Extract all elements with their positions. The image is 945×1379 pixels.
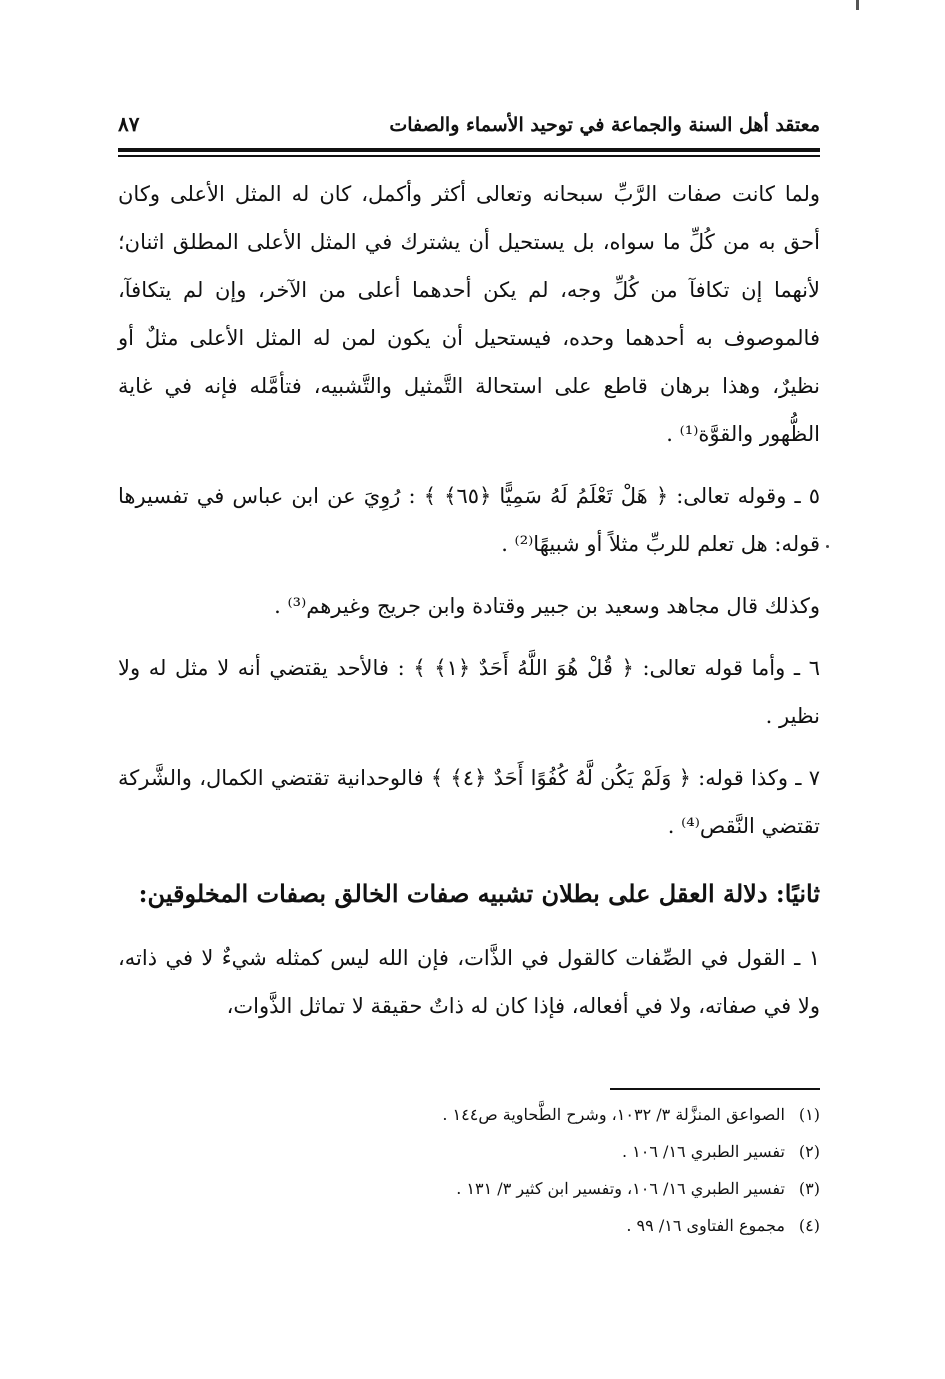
main-text: [118, 170, 820, 1030]
paragraph-3: وكذلك قال مجاهد وسعيد بن جبير وقتادة وابن جريج وغيرهم⁽³⁾ .: [274, 594, 820, 618]
paragraph-5-lead: ٧ ـ وكذا قوله:: [690, 766, 820, 790]
page-header: [118, 112, 820, 142]
paragraph-4: [118, 644, 820, 740]
paragraph-2-rest: : رُوِيَ عن ابن عباس في تفسيرها قوله: هل تعلم للربِّ مثلاً أو شبيهًا⁽²⁾ .: [118, 484, 820, 556]
footnote-text: الصواعق المنزَّلة ٣/ ١٠٣٢، وشرح الطَّحاوية ص١٤٤ .: [442, 1105, 785, 1124]
paragraph-1: ولما كانت صفات الرَّبِّ سبحانه وتعالى أكثر وأكمل، كان له المثل الأعلى وكان أحق به من كُلِّ ما سواه، بل يستحيل أن يشترك في المثل الأعلى المطلق اثنان؛ لأنهما إن تكافآ من كُلِّ وجه، لم يكن أحدهما أعلى من الآخر، وإن لم يتكافآ، فالموصوف به أحدهما وحده، فيستحيل أن يكون لمن له المثل الأعلى مثلٌ أو نظيرٌ، وهذا برهان قاطع على استحالة التَّمثيل والتَّشبيه، فتأمَّله فإنه في غاية الظُّهور والقوَّة⁽¹⁾ .: [118, 182, 820, 446]
paragraph-4-rest: : فالأحد يقتضي أنه لا مثل له ولا نظير .: [118, 656, 820, 728]
footnote-number: (١): [798, 1105, 820, 1124]
scan-corner-mark: [856, 0, 859, 10]
footnote-number: (٣): [798, 1179, 820, 1198]
footnote-text: مجموع الفتاوى ١٦/ ٩٩ .: [626, 1216, 785, 1235]
footnote-text: تفسير الطبري ١٦/ ١٠٦، وتفسير ابن كثير ٣/ ١٣١ .: [456, 1179, 785, 1198]
footnotes: [118, 1096, 820, 1244]
footnote-4: [118, 1207, 820, 1244]
quran-verse-3: ﴿ وَلَمْ يَكُن لَّهُ كُفُوًا أَحَدٌ ﴿٤﴾ ﴾: [430, 766, 691, 790]
paragraph-6: ١ ـ القول في الصِّفات كالقول في الذَّات، فإن الله ليس كمثله شيءٌ لا في ذاته، ولا في صفاته، ولا في أفعاله، فإذا كان له ذاتٌ حقيقة لا تماثل الذَّوات،: [118, 946, 820, 1018]
paragraph-4-lead: ٦ ـ وأما قوله تعالى:: [633, 656, 821, 680]
footnote-separator: [610, 1088, 820, 1090]
header-rule-thin: [118, 155, 820, 157]
footnote-text: تفسير الطبري ١٦/ ١٠٦ .: [622, 1142, 785, 1161]
footnote-3: [118, 1170, 820, 1207]
section-heading: ثانيًا: دلالة العقل على بطلان تشبيه صفات الخالق بصفات المخلوقين:: [138, 879, 820, 908]
header-rule-thick: [118, 148, 820, 152]
page-number: ٨٧: [118, 112, 140, 136]
paragraph-2: [118, 472, 820, 568]
paragraph-5-rest: فالوحدانية تقتضي الكمال، والشَّركة تقتضي النَّقص⁽⁴⁾ .: [118, 766, 820, 838]
footnote-2: [118, 1133, 820, 1170]
quran-verse-1: ﴿ هَلْ تَعْلَمُ لَهُ سَمِيًّا ﴿٦٥﴾ ﴾: [423, 484, 669, 508]
footnote-number: (٢): [798, 1142, 820, 1161]
footnote-1: [118, 1096, 820, 1133]
quran-verse-2: ﴿ قُلْ هُوَ اللَّهُ أَحَدٌ ﴿١﴾ ﴾: [413, 656, 634, 680]
paragraph-2-lead: ٥ ـ وقوله تعالى:: [668, 484, 820, 508]
running-title: معتقد أهل السنة والجماعة في توحيد الأسماء والصفات: [389, 114, 820, 136]
margin-dot: [826, 545, 829, 548]
paragraph-5: [118, 754, 820, 850]
footnote-number: (٤): [798, 1216, 820, 1235]
